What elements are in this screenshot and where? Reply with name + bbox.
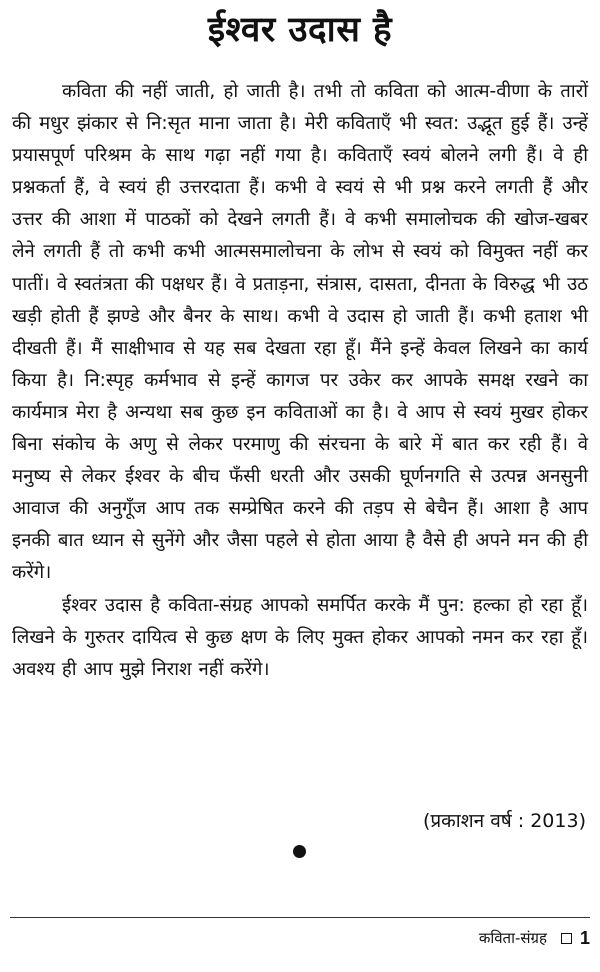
hollow-square-icon: [561, 933, 572, 944]
footer-divider: [10, 917, 590, 918]
page-title: ईश्वर उदास है: [207, 10, 393, 50]
page-footer: [479, 926, 590, 950]
paragraph-2: ईश्वर उदास है कविता-संग्रह आपको समर्पित करके मैं पुन: हल्का हो रहा हूँ। लिखने के गुरुतर दायित्व से कुछ क्षण के लिए मुक्त होकर आपको नमन कर रहा हूँ। अवश्य ही आप मुझे निराश नहीं करेंगे।: [12, 594, 588, 680]
section-separator-dot-icon: [293, 845, 306, 858]
preface-body: [12, 76, 588, 686]
paragraph-1: कविता की नहीं जाती, हो जाती है। तभी तो कविता को आत्म-वीणा के तारों की मधुर झंकार से नि:सृत माना जाता है। मेरी कविताएँ भी स्वत: उद्भूत हुई हैं। उन्हें प्रयासपूर्ण परिश्रम के साथ गढ़ा नहीं गया है। कविताएँ स्वयं बोलने लगी हैं। वे ही प्रश्नकर्ता हैं, वे स्वयं ही उत्तरदाता हैं। कभी वे स्वयं से भी प्रश्न करने लगती हैं और उत्तर की आशा में पाठकों को देखने लगती हैं। वे कभी समालोचक की खोज-खबर लेने लगती हैं तो कभी कभी आत्मसमालोचना के लोभ से स्वयं को विमुक्त नहीं कर पातीं। वे स्वतंत्रता की पक्षधर हैं। वे प्रताड़ना, संत्रास, दासता, दीनता के विरुद्ध भी उठ खड़ी होती हैं झण्डे और बैनर के साथ। कभी वे उदास हो जाती हैं। कभी हताश भी दीखती हैं। मैं साक्षीभाव से यह सब देखता रहा हूँ। मैंने इन्हें केवल लिखने का कार्य किया है। नि:स्पृह कर्मभाव से इन्हें कागज पर उकेर कर आपके समक्ष रखने का कार्यमात्र मेरा है अन्यथा सब कुछ इन कविताओं का है। वे आप से स्वयं मुखर होकर बिना संकोच के अणु से लेकर परमाणु की संरचना के बारे में बात कर रही हैं। वे मनुष्य से लेकर ईश्वर के बीच फँसी धरती और उसकी घूर्णनगति से उत्पन्न अनसुनी आवाज की अनुगूँज आप तक सम्प्रेषित करने की तड़प से बेचैन हैं। आशा है आप इनकी बात ध्यान से सुनेंगे और जैसा पहले से होता आया है वैसे ही अपने मन की ही करेंगे।: [12, 81, 588, 584]
footer-collection-label: कविता-संग्रह: [478, 929, 547, 947]
publication-year-note: (प्रकाशन वर्ष : 2013): [422, 810, 586, 832]
page-number: 1: [579, 928, 590, 948]
